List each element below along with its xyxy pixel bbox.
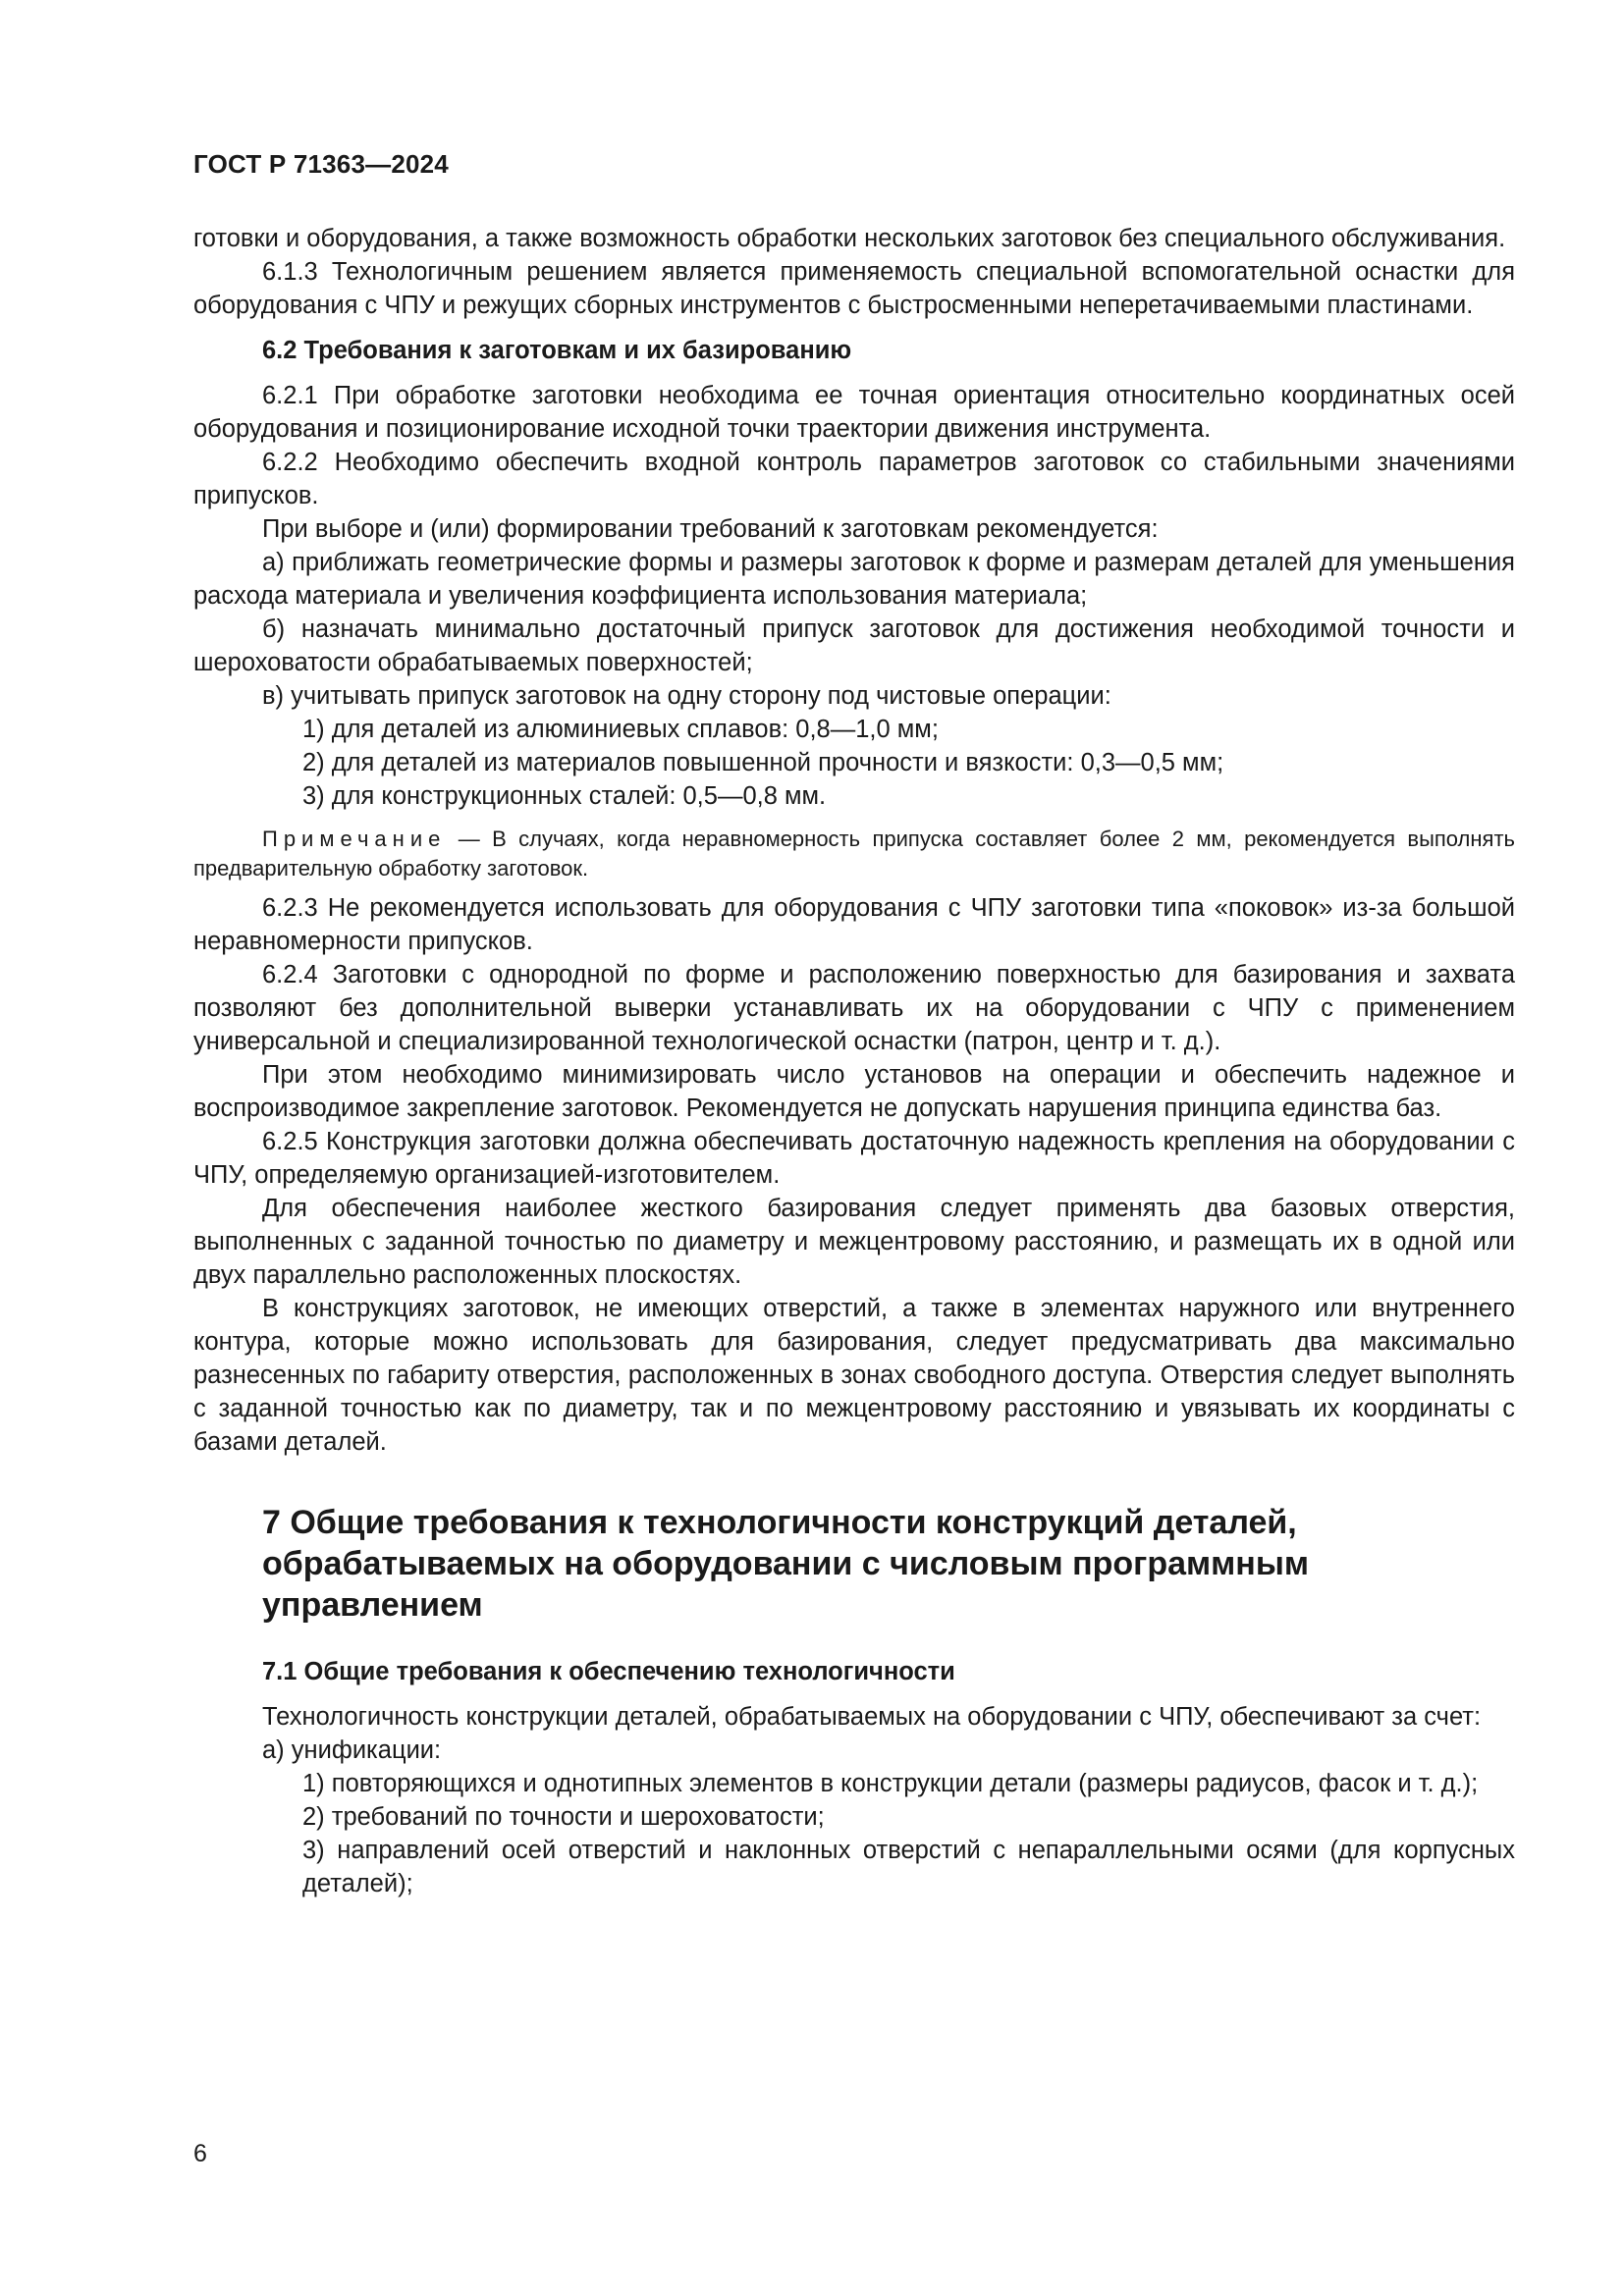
sublist2-item-3: 3) направлений осей отверстий и наклонных отверстий с непараллельными осями (для корпусных деталей); [302, 1837, 1515, 1897]
section-heading-6-2: 6.2 Требования к заготовкам и их базированию [262, 337, 852, 364]
section-heading-7: 7 Общие требования к технологичности конструкций деталей, обрабатываемых на оборудовании с числовым программным управлением [262, 1504, 1310, 1624]
paragraph-continuation: готовки и оборудования, а также возможность обработки нескольких заготовок без специального обслуживания. [193, 225, 1506, 252]
sublist-item-1: 1) для деталей из алюминиевых сплавов: 0,8—1,0 мм; [302, 716, 939, 743]
section-heading-7-1: 7.1 Общие требования к обеспечению технологичности [262, 1658, 955, 1685]
paragraph-6-2-4: 6.2.4 Заготовки с однородной по форме и расположению поверхностью для базирования и захвата позволяют без дополнительной выверки устанавливать их на оборудовании с ЧПУ с применением универсальной и специализированной технологической оснастки (патрон, центр и т. д.). [193, 961, 1515, 1055]
sublist-item-2: 2) для деталей из материалов повышенной прочности и вязкости: 0,3—0,5 мм; [302, 749, 1224, 776]
list-item-a-unification: а) унификации: [262, 1736, 442, 1764]
note-text: — В случаях, когда неравномерность припуска составляет более 2 мм, рекомендуется выполнять предварительную обработку заготовок. [193, 827, 1515, 881]
list-item-v: в) учитывать припуск заготовок на одну сторону под чистовые операции: [262, 682, 1111, 710]
paragraph-7-1: Технологичность конструкции деталей, обрабатываемых на оборудовании с ЧПУ, обеспечивают за счет: [262, 1703, 1482, 1731]
paragraph-6-2-3: 6.2.3 Не рекомендуется использовать для оборудования с ЧПУ заготовки типа «поковок» из-за большой неравномерности припусков. [193, 894, 1515, 955]
paragraph-6-2-4-continued: При этом необходимо минимизировать число установов на операции и обеспечить надежное и воспроизводимое закрепление заготовок. Рекомендуется не допускать нарушения принципа единства баз. [193, 1061, 1515, 1122]
paragraph-6-2-1: 6.2.1 При обработке заготовки необходима ее точная ориентация относительно координатных осей оборудования и позиционирование исходной точки траектории движения инструмента. [193, 382, 1515, 443]
page-content [193, 222, 1515, 1900]
sublist-item-3: 3) для конструкционных сталей: 0,5—0,8 мм. [302, 782, 827, 810]
sublist2-item-1: 1) повторяющихся и однотипных элементов в конструкции детали (размеры радиусов, фасок и т. д.); [302, 1770, 1479, 1797]
document-id-header: ГОСТ Р 71363—2024 [193, 149, 449, 179]
sublist2-item-2: 2) требований по точности и шероховатости; [302, 1803, 825, 1831]
paragraph-6-2-2: 6.2.2 Необходимо обеспечить входной контроль параметров заготовок со стабильными значениями припусков. [193, 449, 1515, 509]
paragraph-6-1-3: 6.1.3 Технологичным решением является применяемость специальной вспомогательной оснастки для оборудования с ЧПУ и режущих сборных инструментов с быстросменными неперетачиваемыми пластинами. [193, 258, 1515, 319]
note-label: Примечание [262, 827, 447, 851]
note [193, 825, 1515, 883]
paragraph-6-2-5-continued: Для обеспечения наиболее жесткого базирования следует применять два базовых отверстия, выполненных с заданной точностью по диаметру и межцентровому расстоянию, и размещать их в одной или двух параллельно расположенных плоскостях. [193, 1195, 1515, 1289]
list-item-a: а) приближать геометрические формы и размеры заготовок к форме и размерам деталей для уменьшения расхода материала и увеличения коэффициента использования материала; [193, 549, 1515, 610]
list-item-b: б) назначать минимально достаточный припуск заготовок для достижения необходимой точности и шероховатости обрабатываемых поверхностей; [193, 615, 1515, 676]
paragraph-choice-intro: При выборе и (или) формировании требований к заготовкам рекомендуется: [262, 515, 1159, 543]
paragraph-6-2-5: 6.2.5 Конструкция заготовки должна обеспечивать достаточную надежность крепления на оборудовании с ЧПУ, определяемую организацией-изготовителем. [193, 1128, 1515, 1189]
paragraph-6-2-5-continued-2: В конструкциях заготовок, не имеющих отверстий, а также в элементах наружного или внутреннего контура, которые можно использовать для базирования, следует предусматривать два максимально разнесенных по габариту отверстия, расположенных в зонах свободного доступа. Отверстия следует выполнять с заданной точностью как по диаметру, так и по межцентровому расстоянию и увязывать их координаты с базами деталей. [193, 1295, 1515, 1456]
page-number: 6 [193, 2140, 207, 2167]
